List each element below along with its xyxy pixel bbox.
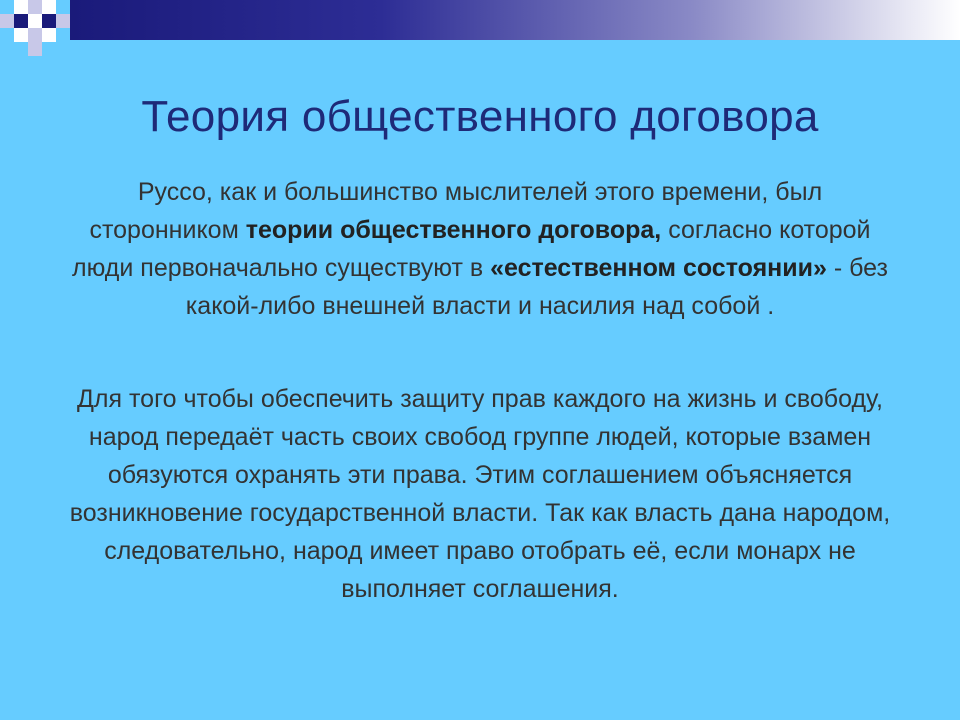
paragraph-rousseau <box>60 173 900 325</box>
header-gradient-bar <box>70 0 960 40</box>
corner-square <box>42 0 56 14</box>
paragraph-text: согласно которой люди первоначально существуют в <box>72 216 871 282</box>
corner-square <box>28 14 42 28</box>
corner-square <box>28 42 42 56</box>
corner-square <box>42 14 56 28</box>
corner-square <box>42 28 56 42</box>
bold-term-natural-state: «естественном состоянии» <box>490 254 827 282</box>
bold-term-social-contract: теории общественного договора, <box>245 216 662 244</box>
corner-square <box>14 14 28 28</box>
corner-square <box>14 0 28 14</box>
corner-square <box>28 0 42 14</box>
corner-square <box>28 28 42 42</box>
paragraph-state-power: Для того чтобы обеспечить защиту прав каждого на жизнь и свободу, народ передаёт часть своих свобод группе людей, которые взамен обязуются охранять эти права. Этим соглашением объясняется возникновение государственной власти. Так как власть дана народом, следовательно, народ имеет право отобрать её, если монарх не выполняет соглашения. <box>69 385 891 603</box>
slide-title: Теория общественного договора <box>141 92 819 141</box>
paragraph-text: - без какой-либо внешней власти и насилия над собой . <box>185 254 888 320</box>
paragraph-text: Руссо, как и большинство мыслителей этого времени, был сторонником <box>89 178 823 244</box>
corner-square <box>56 14 70 28</box>
corner-square <box>14 28 28 42</box>
corner-square <box>0 14 14 28</box>
